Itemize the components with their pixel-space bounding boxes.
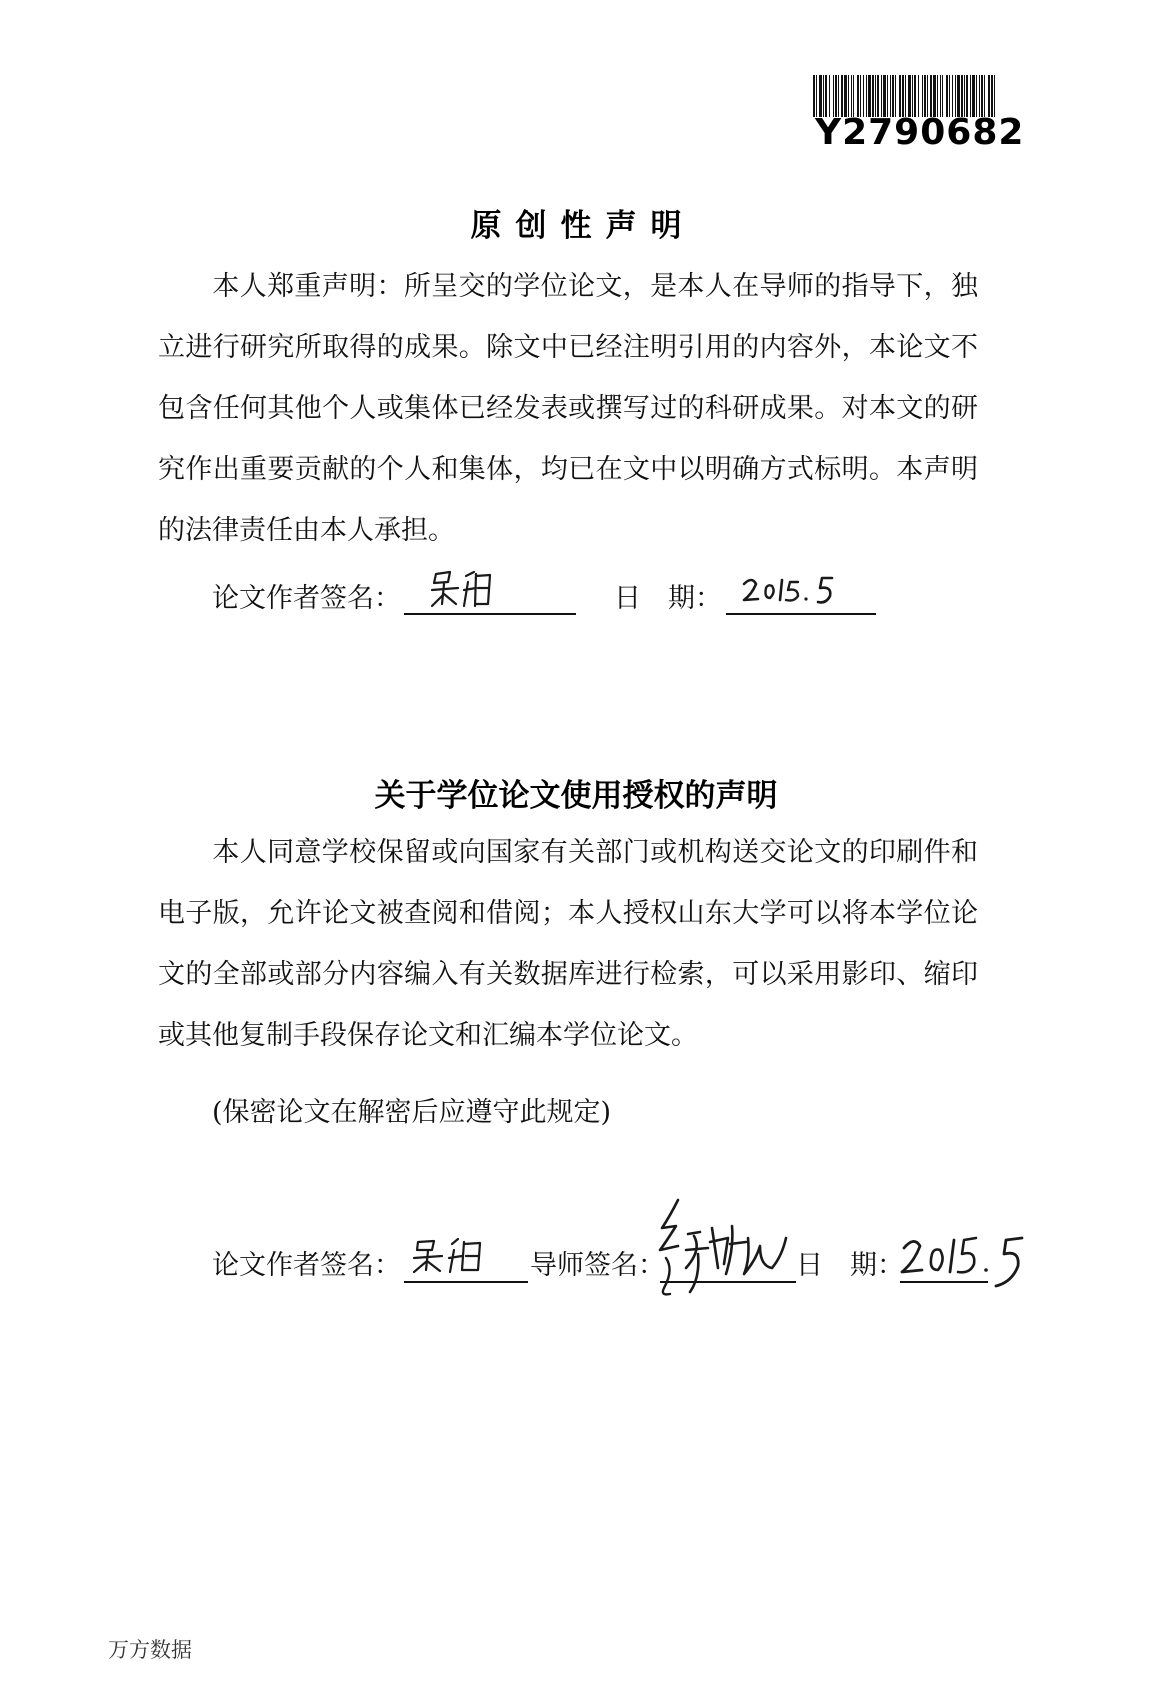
- author-signature-line: [404, 613, 576, 615]
- date-line: [726, 613, 876, 615]
- date-label-2: 日 期：: [796, 1250, 904, 1281]
- advisor-signature-label: 导师签名：: [530, 1250, 665, 1281]
- barcode-bar: [955, 75, 956, 117]
- barcode-bar: [848, 75, 849, 117]
- barcode-bar: [868, 75, 871, 117]
- barcode-bar: [816, 75, 817, 117]
- barcode-bar: [857, 75, 859, 117]
- barcode-bar: [966, 75, 968, 117]
- date-handwritten-2: [900, 1232, 1028, 1292]
- barcode-bar: [964, 75, 965, 117]
- barcode-bar: [937, 75, 938, 117]
- barcode-bar: [918, 75, 919, 117]
- originality-body: [158, 256, 978, 561]
- barcode-bar: [899, 75, 901, 117]
- confidential-note: (保密论文在解密后应遵守此规定): [212, 1097, 612, 1128]
- barcode-bar: [949, 75, 950, 117]
- authorization-body: [158, 822, 978, 1066]
- barcode-bar: [988, 75, 990, 117]
- barcode-bar: [933, 75, 936, 117]
- barcode-bar: [890, 75, 891, 117]
- barcode-bar: [979, 75, 980, 117]
- barcode-bar: [835, 75, 837, 117]
- barcode-bar: [991, 75, 993, 117]
- barcode-bar: [851, 75, 852, 117]
- author-signature-label-2: 论文作者签名：: [212, 1250, 401, 1281]
- barcode-bar: [914, 75, 916, 117]
- barcode-bar: [930, 75, 932, 117]
- barcode-bar: [981, 75, 983, 117]
- barcode-bar: [952, 75, 953, 117]
- barcode-bar: [813, 75, 815, 117]
- barcode-bar: [972, 75, 975, 117]
- barcode-bar: [902, 75, 904, 117]
- barcode-bar: [883, 75, 886, 117]
- barcode-bar: [875, 75, 876, 117]
- barcode-bar: [922, 75, 923, 117]
- barcode-bar: [866, 75, 867, 117]
- originality-title: 原创性声明: [470, 208, 696, 244]
- barcode-bar: [823, 75, 824, 117]
- barcode-bar: [877, 75, 879, 117]
- barcode-bar: [984, 75, 985, 117]
- author-signature-line-2: [404, 1281, 528, 1283]
- barcode-bar: [833, 75, 834, 117]
- advisor-signature: [656, 1198, 796, 1302]
- barcode-bar: [829, 75, 830, 117]
- barcode-bar: [942, 75, 943, 117]
- footer-watermark: 万方数据: [108, 1638, 192, 1662]
- originality-body-text: 本人郑重声明：所呈交的学位论文，是本人在导师的指导下，独立进行研究所取得的成果。除文中已经注明引用的内容外，本论文不包含任何其他个人或集体已经发表或撰写过的科研成果。对本文的研究作出重要贡献的个人和集体，均已在文中以明确方式标明。本声明的法律责任由本人承担。: [158, 271, 978, 546]
- barcode-bar: [961, 75, 963, 117]
- barcode-bar: [895, 75, 896, 117]
- barcode-bar: [905, 75, 906, 117]
- barcode-bar: [887, 75, 888, 117]
- barcode-bar: [838, 75, 839, 117]
- barcode-bar: [912, 75, 913, 117]
- barcode-bar: [863, 75, 864, 117]
- authorization-title: 关于学位论文使用授权的声明: [374, 778, 778, 814]
- authorization-body-text: 本人同意学校保留或向国家有关部门或机构送交论文的印刷件和电子版，允许论文被查阅和借阅；本人授权山东大学可以将本学位论文的全部或部分内容编入有关数据库进行检索，可以采用影印、缩印或其他复制手段保存论文和汇编本学位论文。: [158, 837, 978, 1051]
- barcode-bar: [844, 75, 847, 117]
- barcode-number: Y2790682: [815, 112, 1025, 153]
- author-signature-label: 论文作者签名：: [212, 583, 401, 614]
- date-handwritten: [742, 574, 838, 608]
- barcode-bar: [853, 75, 854, 117]
- barcode-bar: [927, 75, 928, 117]
- barcode-bar: [908, 75, 911, 117]
- date-label: 日 期：: [614, 583, 722, 614]
- barcode-bar: [957, 75, 960, 117]
- barcode-bar: [819, 75, 822, 117]
- author-signature: [428, 566, 508, 612]
- barcode-bar: [946, 75, 948, 117]
- barcode-bar: [924, 75, 926, 117]
- barcode-bar: [994, 75, 995, 117]
- barcode-bar: [976, 75, 977, 117]
- barcode-bar: [872, 75, 874, 117]
- barcode-bar: [860, 75, 861, 117]
- barcode-bar: [892, 75, 894, 117]
- author-signature-2: [412, 1234, 496, 1278]
- barcode-bar: [841, 75, 843, 117]
- barcode-bar: [825, 75, 827, 117]
- barcode-bar: [940, 75, 941, 117]
- barcode-bar: [881, 75, 882, 117]
- barcode-bar: [970, 75, 971, 117]
